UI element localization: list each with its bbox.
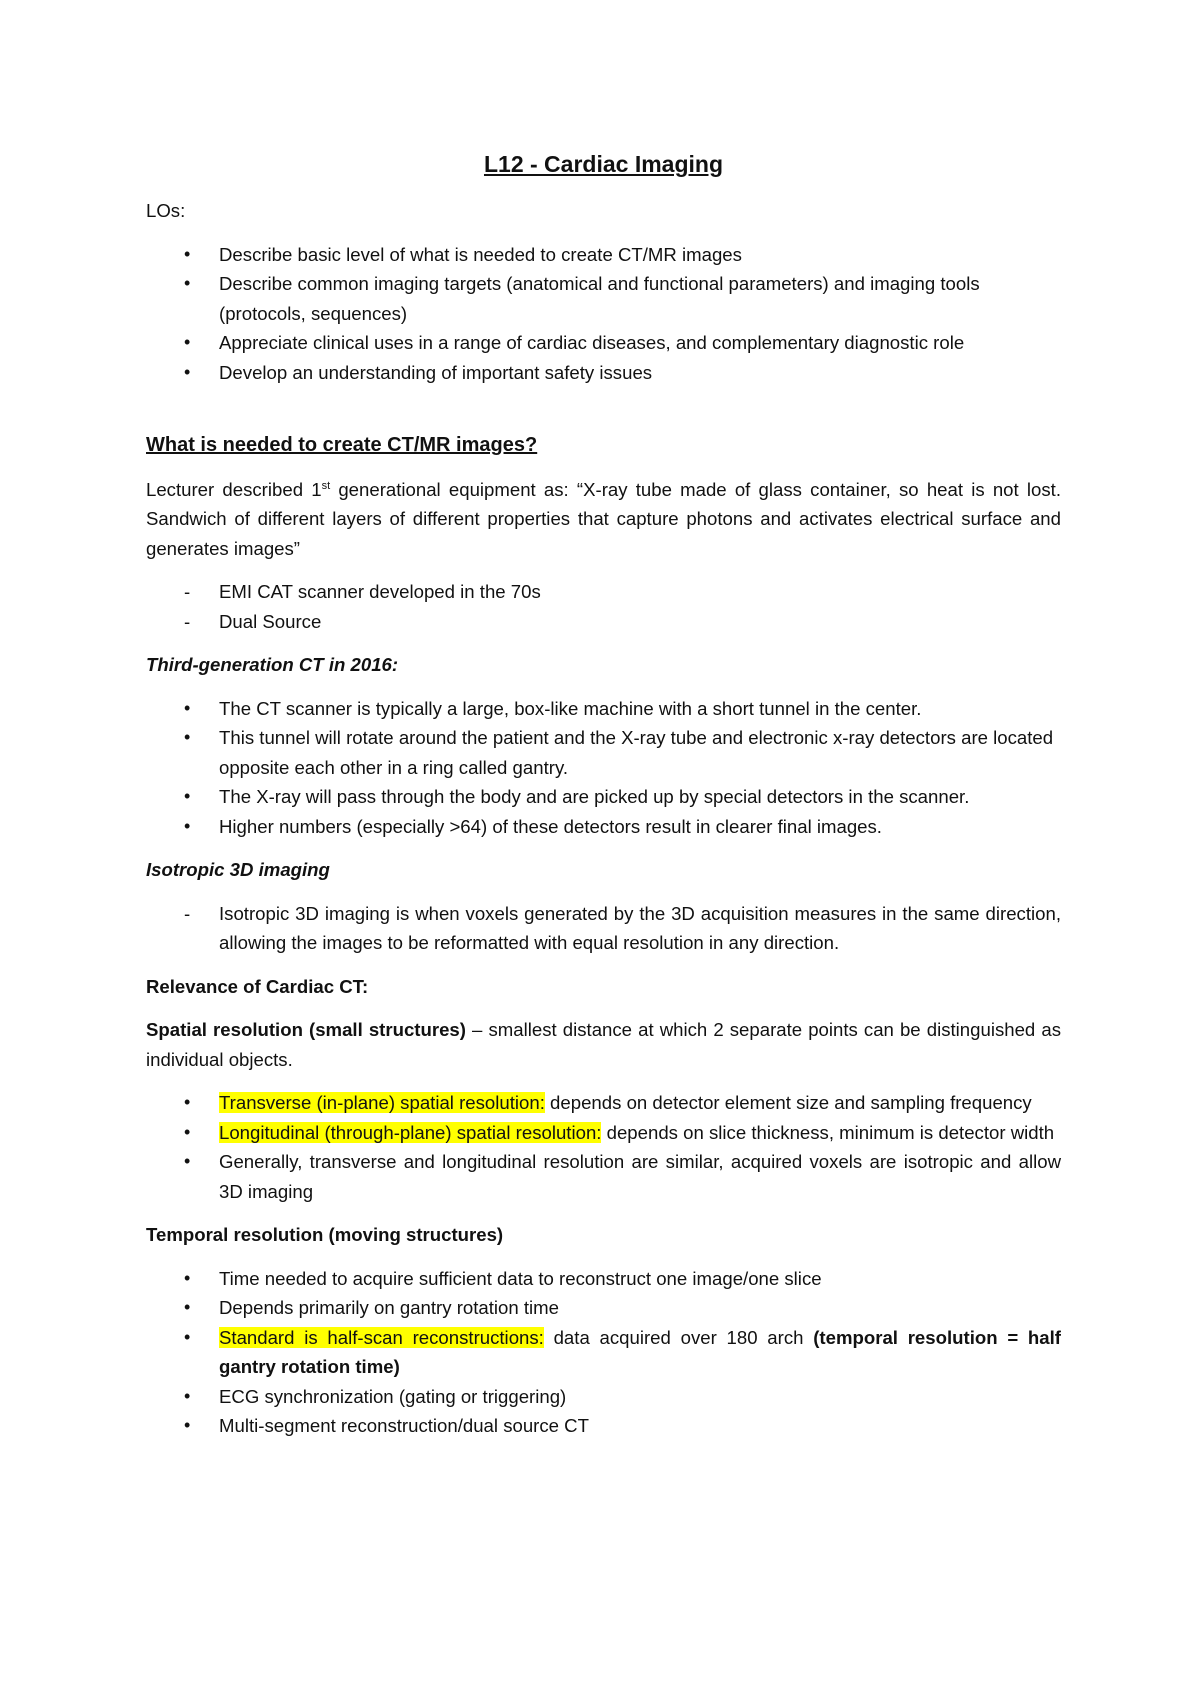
los-list [146, 240, 1061, 388]
equipment-list [146, 577, 1061, 636]
document-title: L12 - Cardiac Imaging [483, 151, 723, 177]
temporal-list [146, 1264, 1061, 1441]
list-item [146, 1088, 1061, 1118]
list-item [146, 1323, 1061, 1382]
item-text: depends on slice thickness, minimum is detector width [601, 1121, 1055, 1143]
list-item: - EMI CAT scanner developed in the 70s [146, 577, 1061, 607]
item-text: depends on detector element size and sampling frequency [544, 1092, 1032, 1113]
list-item: • Time needed to acquire sufficient data to reconstruct one image/one slice [146, 1264, 1061, 1294]
document-page [146, 150, 1061, 1455]
list-item: - Dual Source [146, 607, 1061, 637]
spatial-definition: – smallest distance at which 2 separate points can be distinguished as individual objects. [146, 1019, 1061, 1070]
list-item: • Depends primarily on gantry rotation time [146, 1293, 1061, 1323]
list-item: • Develop an understanding of important safety issues [146, 358, 1061, 388]
third-gen-heading: Third-generation CT in 2016: [146, 654, 399, 675]
list-item [146, 1118, 1061, 1148]
list-item: • ECG synchronization (gating or triggering) [146, 1382, 1061, 1412]
third-gen-list [146, 694, 1061, 842]
list-item: • Higher numbers (especially >64) of these detectors result in clearer final images. [146, 812, 1061, 842]
list-item: • Appreciate clinical uses in a range of cardiac diseases, and complementary diagnostic role [146, 328, 1061, 358]
intro-superscript: st [321, 479, 331, 492]
item-bold-text: (temporal resolution = half gantry rotation time) [219, 1326, 1061, 1377]
los-label: LOs: [146, 200, 186, 221]
highlight-term: Longitudinal (through-plane) spatial resolution: [219, 1121, 602, 1143]
list-item: • Describe common imaging targets (anatomical and functional parameters) and imaging tools (protocols, sequences) [146, 269, 1061, 328]
item-text: data acquired over 180 arch [543, 1326, 814, 1348]
intro-text: Lecturer described 1 [146, 478, 322, 500]
isotropic-heading: Isotropic 3D imaging [146, 859, 330, 880]
temporal-heading: Temporal resolution (moving structures) [146, 1224, 504, 1245]
highlight-term: Standard is half-scan reconstructions: [219, 1326, 544, 1348]
highlight-term: Transverse (in-plane) spatial resolution: [219, 1092, 545, 1113]
relevance-heading: Relevance of Cardiac CT: [146, 975, 369, 997]
item-text: Generally, transverse and longitudinal resolution are similar, acquired voxels are isotropic and allow 3D imaging [219, 1151, 1061, 1202]
list-item: • The CT scanner is typically a large, box-like machine with a short tunnel in the center. [146, 694, 1061, 724]
spatial-resolution-paragraph [146, 1015, 1061, 1074]
spatial-lead: Spatial resolution (small structures) [146, 1019, 466, 1040]
intro-text-rest: generational equipment as: “X-ray tube made of glass container, so heat is not lost. Sandwich of different layers of different properties that capture photons and activates electrical surface and generates images” [146, 478, 1061, 559]
isotropic-list [146, 899, 1061, 958]
list-item: - Isotropic 3D imaging is when voxels generated by the 3D acquisition measures in the same direction, allowing the images to be reformatted with equal resolution in any direction. [146, 899, 1061, 958]
list-item: • Describe basic level of what is needed to create CT/MR images [146, 240, 1061, 270]
list-item: • Multi-segment reconstruction/dual source CT [146, 1411, 1061, 1441]
list-item: • The X-ray will pass through the body and are picked up by special detectors in the scanner. [146, 782, 1061, 812]
lecturer-intro [146, 475, 1061, 564]
spatial-list [146, 1088, 1061, 1206]
list-item: • This tunnel will rotate around the patient and the X-ray tube and electronic x-ray detectors are located opposite each other in a ring called gantry. [146, 723, 1061, 782]
section-heading-ct-mr: What is needed to create CT/MR images? [146, 434, 538, 456]
list-item [146, 1147, 1061, 1206]
